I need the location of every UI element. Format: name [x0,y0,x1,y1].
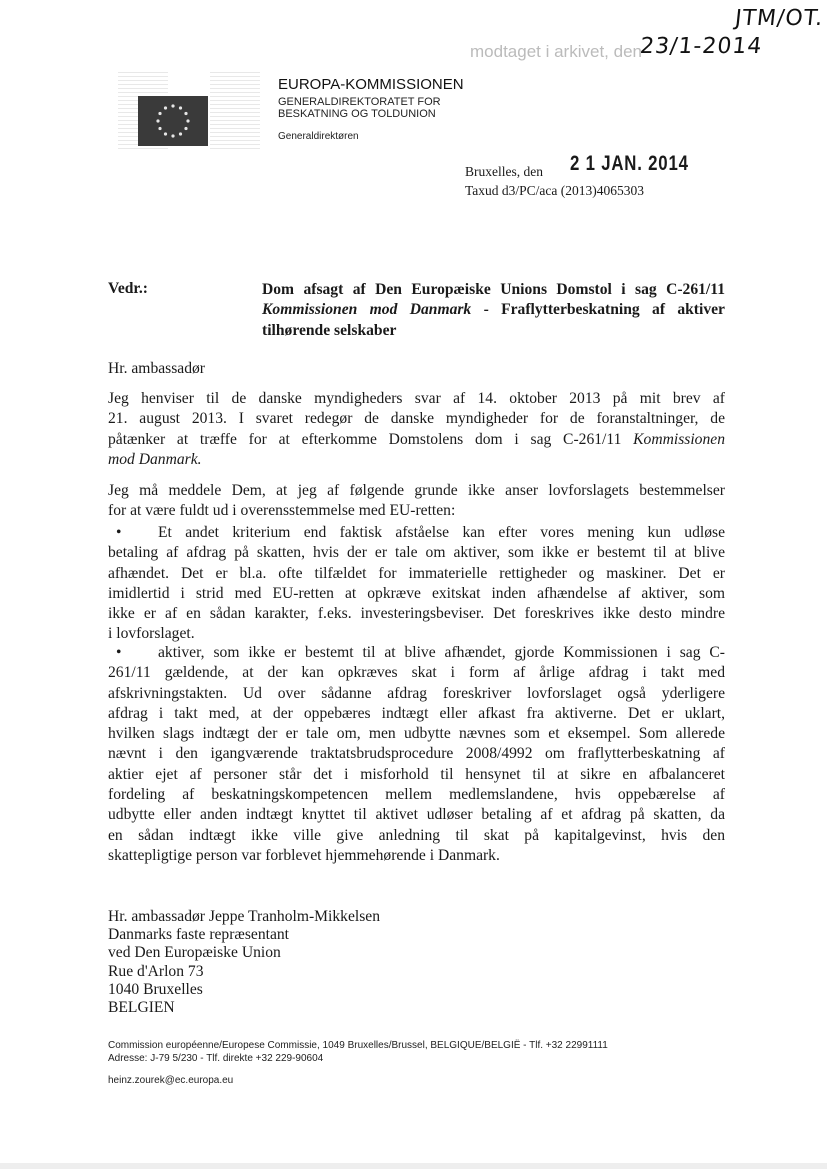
text-line [108,624,725,644]
text-segment: afdrag i takt med, at der oppebæres indtægt eller afkast fra aktiverne. Det er uklart, [108,704,725,722]
italic-text: Kommissionen [633,430,725,448]
text-line [108,684,725,704]
footer-line-2: Adresse: J-79 5/230 - Tlf. direkte +32 229-90604 [108,1052,324,1064]
text-line [108,604,725,624]
text-line [108,584,725,604]
subject-text [262,280,725,341]
text-segment: hvilken slags indtægt der er tale om, men udbytte nævnes som et eksempel. Som allerede [108,725,725,743]
text-segment: i lovforslaget. [108,625,195,643]
text-line [108,724,725,744]
text-segment: for at være fuldt ud i overensstemmelse med EU-retten: [108,502,456,520]
flag-star [158,127,161,130]
dg-line-1: GENERALDIREKTORATET FOR [278,96,441,108]
italic-text: mod Danmark. [108,450,202,468]
text-line [108,564,725,584]
text-line [108,389,725,409]
text-segment: betaling af afdrag på skatten, hvis der er tale om aktiver, som ikke er bestemt til at blive [108,544,725,562]
text-segment: Jeg henviser til de danske myndigheders svar af 14. oktober 2013 på mit brev af [108,390,725,407]
text-line [108,409,725,429]
text-segment: en sådan indtægt ikke ville give anledning til skat på kapitalgevinst, hvis den [108,826,725,844]
text-line [108,501,725,521]
flag-star [158,112,161,115]
eu-flag-icon [138,96,208,146]
text-segment: 21. august 2013. I svaret redegør de danske myndigheder for de foranstaltninger, de [108,410,725,428]
flag-star [171,104,174,107]
text-segment: Et andet kriterium end faktisk afståelse kan efter vores mening kun udløse [158,524,725,541]
text-segment: tilhørende selskaber [262,321,397,339]
flag-star [184,127,187,130]
dg-line-2: BESKATNING OG TOLDUNION [278,108,436,120]
address-line: ved Den Europæiske Union [108,944,281,962]
address-line: 1040 Bruxelles [108,980,203,998]
salutation: Hr. ambassadør [108,360,206,377]
office-name: Generaldirektøren [278,131,359,142]
text-line [108,663,725,683]
subject-label: Vedr.: [108,280,149,297]
text-line [108,523,725,543]
text-line [262,280,725,300]
bullet-2-symbol: • [116,644,122,661]
footer-line-1: Commission européenne/Europese Commissie, 1049 Bruxelles/Brussel, BELGIQUE/BELGIË - Tlf. +32 22991111 [108,1040,608,1051]
flag-star [164,106,167,109]
text-line [108,765,725,785]
text-segment: ikke er af en sådan karakter, f.eks. investeringsbeviser. Det foreskrives ikke desto mindre [108,605,725,623]
org-name: EUROPA-KOMMISSIONEN [278,76,464,93]
italic-text: Kommissionen mod Danmark [262,301,472,319]
bullet-1-symbol: • [116,524,122,541]
archive-stamp: modtaget i arkivet, den [470,42,642,61]
text-line [108,430,725,450]
text-segment: - Fraflytterbeskatning af aktiver [471,301,725,319]
text-line [108,481,725,501]
scan-edge [0,1163,827,1169]
text-line [108,846,725,866]
address-line: Danmarks faste repræsentant [108,926,289,944]
text-line [108,704,725,724]
text-segment: afhændet. Det er bl.a. ofte tilfældet for immaterielle rettigheder og maskiner. Det er [108,564,725,582]
flag-star [171,134,174,137]
text-line [108,805,725,825]
archive-date: 23/1-2014 [638,34,764,59]
reference-number: Taxud d3/PC/aca (2013)4065303 [465,183,645,198]
logo-building-right [210,72,260,150]
date-place: Bruxelles, den [465,164,543,179]
text-segment: udbytte eller anden indtægt knyttet til aktivet udløser betaling af et afdrag på skatten, da [108,806,725,824]
text-segment: Jeg må meddele Dem, at jeg af følgende grunde ikke anser lovforslagets bestemmelser [108,482,725,499]
bullet-1-text [108,523,725,645]
text-segment: aktiver, som ikke er bestemt til at blive afhændet, gjorde Kommissionen i sag C- [158,644,725,661]
flag-star [179,132,182,135]
paragraph-2 [108,481,725,522]
recipient-address [108,908,380,1017]
handwritten-annotation: JTM/OT. [733,6,825,31]
flag-star [186,119,189,122]
text-line [108,785,725,805]
text-line [108,543,725,563]
paragraph-1 [108,389,725,470]
text-segment: afskrivningstakten. Ud over sådanne afdrag foreskriver lovforslaget også yderligere [108,684,725,702]
text-segment: fordeling af beskatningskompetencen mellem medlemslandene, hvis oppebærelse af [108,786,725,804]
text-segment: imidlertid i strid med EU-retten at opkræve exitskat inden afhændelse af aktiver, som [108,584,725,602]
footer-email[interactable]: heinz.zourek@ec.europa.eu [108,1075,234,1086]
text-line [108,643,725,663]
address-line: BELGIEN [108,999,175,1017]
text-line [262,300,725,320]
flag-star [184,112,187,115]
text-segment: aktier ejet af personer står det i misforhold til hensynet til at sikre en afbalanceret [108,765,725,783]
text-line [108,450,725,470]
address-line: Rue d'Arlon 73 [108,962,204,980]
text-segment: 261/11 gældende, at der kan opkræves skat i form af årlige afdrag i takt med [108,664,725,682]
text-segment: nævnt i den igangværende traktatsbrudsprocedure 2008/4992 om fraflytterbeskatning af [108,745,725,763]
bullet-2-text [108,643,725,866]
text-segment: skattepligtige person var forblevet hjemmehørende i Danmark. [108,846,500,864]
text-segment: påtænker at træffe for at efterkomme Domstolens dom i sag C-261/11 [108,430,634,448]
flag-star [156,119,159,122]
date-stamp: 2 1 JAN. 2014 [570,152,689,175]
text-line [108,826,725,846]
address-line: Hr. ambassadør Jeppe Tranholm-Mikkelsen [108,908,380,925]
text-line [262,321,725,341]
text-segment: Dom afsagt af Den Europæiske Unions Domstol i sag C-261/11 [262,281,725,298]
text-line [108,744,725,764]
flag-star [179,106,182,109]
flag-star [164,132,167,135]
